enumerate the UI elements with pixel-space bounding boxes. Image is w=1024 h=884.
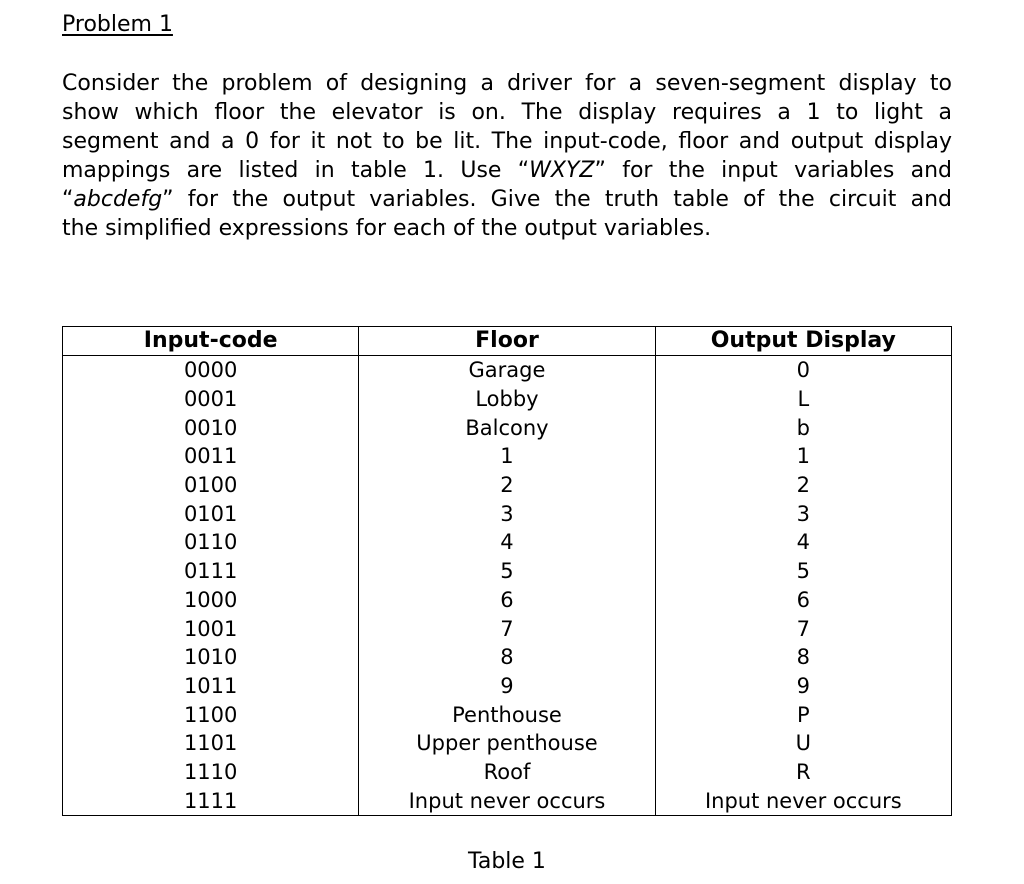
output-display-cell: 8 (655, 643, 951, 672)
input-code-cell: 1111 (63, 786, 359, 815)
line5-text-b: ” for the output variables. Give the truth table of the circuit and (162, 187, 952, 212)
table-caption: Table 1 (468, 849, 546, 874)
table-row (63, 442, 952, 471)
statement-line-6: the simplified expressions for each of the output variables. (62, 216, 712, 241)
input-code-cell: 0001 (63, 385, 359, 414)
table-header-row (63, 327, 952, 356)
output-display-cell: 6 (655, 586, 951, 615)
input-code-cell: 1001 (63, 614, 359, 643)
floor-cell: 7 (359, 614, 655, 643)
floor-cell: 4 (359, 528, 655, 557)
output-display-cell: b (655, 413, 951, 442)
input-variables-name: WXYZ (529, 158, 595, 183)
output-display-cell: 5 (655, 557, 951, 586)
table-row (63, 758, 952, 787)
table-row (63, 528, 952, 557)
floor-cell: Lobby (359, 385, 655, 414)
floor-cell: Upper penthouse (359, 729, 655, 758)
table-row (63, 413, 952, 442)
output-display-cell: 3 (655, 499, 951, 528)
input-code-cell: 0010 (63, 413, 359, 442)
line5-text-a: “ (62, 187, 74, 212)
floor-cell: 3 (359, 499, 655, 528)
output-display-cell: P (655, 700, 951, 729)
input-code-cell: 0110 (63, 528, 359, 557)
output-display-cell: 0 (655, 356, 951, 385)
input-code-cell: 1011 (63, 672, 359, 701)
table-row (63, 499, 952, 528)
statement-line-1: Consider the problem of designing a driver for a seven-segment display to (62, 71, 952, 96)
output-display-cell: U (655, 729, 951, 758)
floor-cell: 8 (359, 643, 655, 672)
table-row (63, 471, 952, 500)
line4-text-a: mappings are listed in table 1. Use “ (62, 158, 530, 183)
floor-cell: 9 (359, 672, 655, 701)
output-variables-name: abcdefg (73, 187, 163, 212)
statement-line-2: show which floor the elevator is on. The display requires a 1 to light a (62, 100, 952, 125)
problem-statement (62, 69, 952, 243)
input-code-cell: 0101 (63, 499, 359, 528)
table-row (63, 786, 952, 815)
line4-text-b: ” for the input variables and (594, 158, 952, 183)
input-code-cell: 0100 (63, 471, 359, 500)
output-display-cell: 9 (655, 672, 951, 701)
statement-line-3: segment and a 0 for it not to be lit. The input-code, floor and output display (62, 129, 952, 154)
floor-cell: Balcony (359, 413, 655, 442)
table-row (63, 700, 952, 729)
table-row (63, 643, 952, 672)
output-display-cell: 2 (655, 471, 951, 500)
floor-cell: Roof (359, 758, 655, 787)
problem-heading: Problem 1 (62, 12, 173, 37)
table-row (63, 586, 952, 615)
output-display-cell: L (655, 385, 951, 414)
output-display-cell: 4 (655, 528, 951, 557)
floor-cell: Garage (359, 356, 655, 385)
table-row (63, 385, 952, 414)
input-code-cell: 1101 (63, 729, 359, 758)
floor-cell: 2 (359, 471, 655, 500)
input-code-cell: 1010 (63, 643, 359, 672)
header-floor: Floor (359, 327, 655, 356)
input-code-cell: 1000 (63, 586, 359, 615)
header-input-code: Input-code (63, 327, 359, 356)
floor-cell: 5 (359, 557, 655, 586)
statement-line-5 (62, 185, 952, 214)
output-display-cell: R (655, 758, 951, 787)
output-display-cell: 7 (655, 614, 951, 643)
input-code-cell: 0011 (63, 442, 359, 471)
table-row (63, 729, 952, 758)
table-row (63, 557, 952, 586)
floor-cell: 1 (359, 442, 655, 471)
input-code-cell: 1100 (63, 700, 359, 729)
input-code-cell: 0111 (63, 557, 359, 586)
table-row (63, 672, 952, 701)
input-code-cell: 0000 (63, 356, 359, 385)
output-display-cell: 1 (655, 442, 951, 471)
output-display-cell: Input never occurs (655, 786, 951, 815)
floor-cell: Input never occurs (359, 786, 655, 815)
input-code-cell: 1110 (63, 758, 359, 787)
statement-line-4 (62, 156, 952, 185)
table-body (63, 356, 952, 816)
floor-cell: 6 (359, 586, 655, 615)
floor-cell: Penthouse (359, 700, 655, 729)
table-row (63, 356, 952, 385)
header-output-display: Output Display (655, 327, 951, 356)
table-row (63, 614, 952, 643)
mapping-table (62, 326, 952, 816)
